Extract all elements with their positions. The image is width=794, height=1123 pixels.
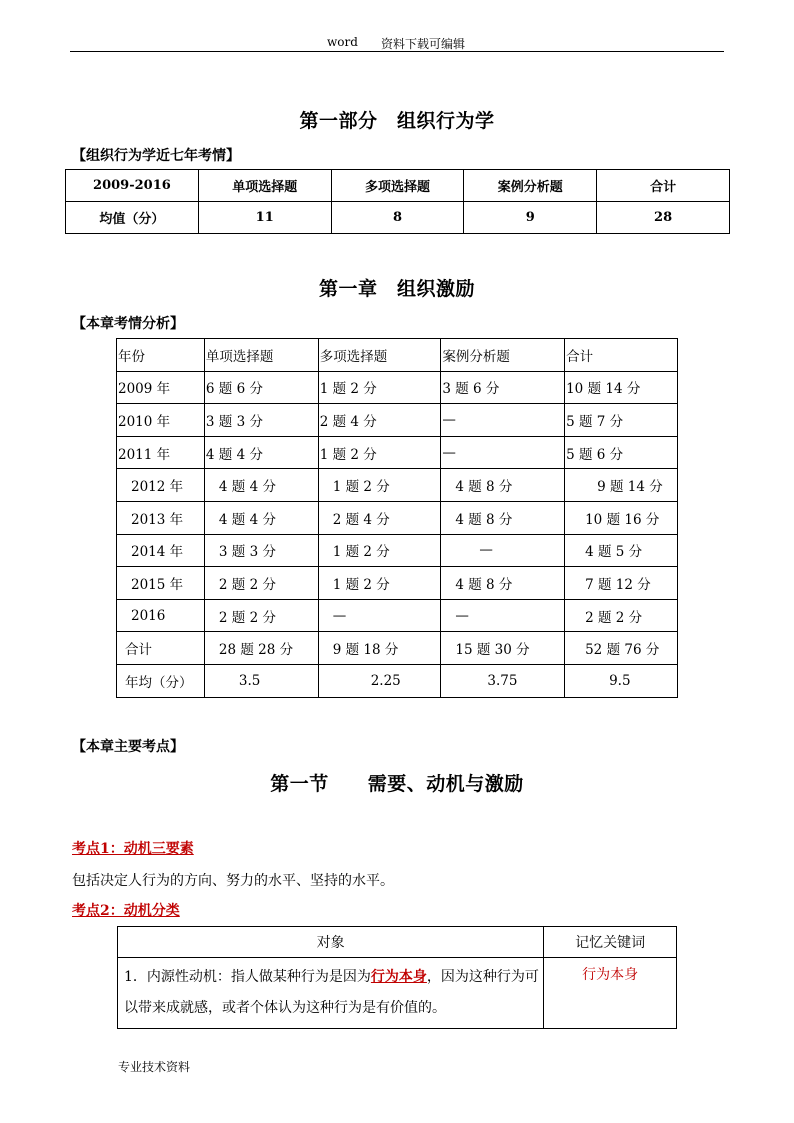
point1-text: 包括决定人行为的方向、努力的水平、坚持的水平。 — [72, 873, 394, 889]
table-cell: 2011 年 — [117, 436, 205, 469]
table-cell: 6 题 6 分 — [204, 371, 318, 404]
main-points-label: 【本章主要考点】 — [72, 739, 184, 755]
table-cell: — — [441, 599, 565, 632]
table-cell: 2016 — [117, 599, 205, 632]
table-row — [66, 202, 730, 234]
header-caption: 资料下载可编辑 — [381, 37, 466, 51]
table-cell: 3 题 3 分 — [204, 404, 318, 437]
table-cell: — — [441, 404, 565, 437]
table-cell: 3 题 3 分 — [204, 534, 318, 567]
table-cell: 2 题 2 分 — [204, 599, 318, 632]
table-cell: 4 题 4 分 — [204, 469, 318, 502]
table-cell: 1 题 2 分 — [318, 436, 441, 469]
table-header-cell: 对象 — [118, 927, 544, 958]
table-cell: 7 题 12 分 — [565, 567, 678, 600]
table-cell: 15 题 30 分 — [441, 632, 565, 665]
table-cell: 2014 年 — [117, 534, 205, 567]
table-cell: 2013 年 — [117, 501, 205, 534]
table-header-cell: 多项选择题 — [318, 339, 441, 372]
table-header-cell: 案例分析题 — [464, 170, 597, 202]
table-cell: 9 题 18 分 — [318, 632, 441, 665]
table-row — [117, 469, 678, 502]
chapter-stats-label: 【本章考情分析】 — [72, 316, 184, 332]
exam-stats-table — [65, 169, 730, 234]
table-cell: 2 题 2 分 — [204, 567, 318, 600]
table-cell: 4 题 8 分 — [441, 567, 565, 600]
table-header-cell: 案例分析题 — [441, 339, 565, 372]
table-cell: 1 题 2 分 — [318, 534, 441, 567]
table-cell: — — [441, 534, 565, 567]
table-cell — [118, 958, 544, 1029]
table-row — [117, 501, 678, 534]
table-cell: 2009 年 — [117, 371, 205, 404]
table-cell: 年均（分） — [117, 664, 205, 697]
page-footer: 专业技术资料 — [118, 1060, 191, 1074]
table-cell: 合计 — [117, 632, 205, 665]
header-rule — [70, 51, 724, 52]
table-cell: 10 题 16 分 — [565, 501, 678, 534]
table-cell: 5 题 7 分 — [565, 404, 678, 437]
table-cell: 11 — [198, 202, 331, 234]
table-cell: 2 题 4 分 — [318, 404, 441, 437]
table-row — [117, 436, 678, 469]
table-cell: 1 题 2 分 — [318, 371, 441, 404]
table-row — [117, 632, 678, 665]
definition-text-continued: ，因为这种行为可以带来成就感，或者个体认为这种行为是有价值的。 — [124, 969, 539, 1016]
highlight-text: 行为本身 — [370, 969, 427, 985]
table-cell: 均值（分） — [66, 202, 199, 234]
table-cell: — — [441, 436, 565, 469]
chapter-stats-table — [116, 338, 678, 698]
exam-stats-label: 【组织行为学近七年考情】 — [72, 148, 240, 164]
table-cell: 3.5 — [204, 664, 318, 697]
definition-text: 1．内源性动机：指人做某种行为是因为 — [124, 969, 371, 985]
point2-title: 考点2：动机分类 — [72, 903, 180, 919]
section-title: 第一节 需要、动机与激励 — [270, 773, 524, 795]
table-row — [118, 958, 677, 1029]
table-row — [117, 371, 678, 404]
table-cell: 4 题 8 分 — [441, 469, 565, 502]
chapter-title: 第一章 组织激励 — [318, 278, 475, 300]
table-header-row — [117, 339, 678, 372]
table-cell: 2015 年 — [117, 567, 205, 600]
table-cell: 4 题 4 分 — [204, 436, 318, 469]
table-cell: 28 — [597, 202, 730, 234]
part-title: 第一部分 组织行为学 — [299, 110, 495, 132]
table-header-cell: 2009-2016 — [66, 170, 199, 202]
table-cell: 10 题 14 分 — [565, 371, 678, 404]
table-row — [117, 567, 678, 600]
table-cell: 9 题 14 分 — [565, 469, 678, 502]
table-cell: 4 题 8 分 — [441, 501, 565, 534]
table-cell: 5 题 6 分 — [565, 436, 678, 469]
table-row — [117, 404, 678, 437]
table-cell: — — [318, 599, 441, 632]
table-cell: 9 — [464, 202, 597, 234]
table-cell: 2 题 2 分 — [565, 599, 678, 632]
table-cell: 1 题 2 分 — [318, 469, 441, 502]
table-cell: 2 题 4 分 — [318, 501, 441, 534]
table-row — [117, 534, 678, 567]
keyword-cell: 行为本身 — [544, 958, 677, 1029]
table-cell: 2010 年 — [117, 404, 205, 437]
table-header-cell: 记忆关键词 — [544, 927, 677, 958]
header-word: word — [327, 35, 358, 49]
table-cell: 3 题 6 分 — [441, 371, 565, 404]
table-header-cell: 单项选择题 — [198, 170, 331, 202]
table-header-cell: 单项选择题 — [204, 339, 318, 372]
table-header-row — [118, 927, 677, 958]
table-cell: 28 题 28 分 — [204, 632, 318, 665]
motivation-table — [117, 926, 677, 1029]
point1-title: 考点1：动机三要素 — [72, 841, 194, 857]
table-cell: 9.5 — [565, 664, 678, 697]
table-cell: 2.25 — [318, 664, 441, 697]
table-header-cell: 多项选择题 — [331, 170, 464, 202]
table-cell: 8 — [331, 202, 464, 234]
table-cell: 3.75 — [441, 664, 565, 697]
table-row — [117, 664, 678, 697]
table-cell: 4 题 5 分 — [565, 534, 678, 567]
table-cell: 1 题 2 分 — [318, 567, 441, 600]
table-cell: 52 题 76 分 — [565, 632, 678, 665]
table-cell: 4 题 4 分 — [204, 501, 318, 534]
table-header-cell: 合计 — [597, 170, 730, 202]
table-header-cell: 合计 — [565, 339, 678, 372]
table-cell: 2012 年 — [117, 469, 205, 502]
table-row — [117, 599, 678, 632]
table-header-row — [66, 170, 730, 202]
table-header-cell: 年份 — [117, 339, 205, 372]
